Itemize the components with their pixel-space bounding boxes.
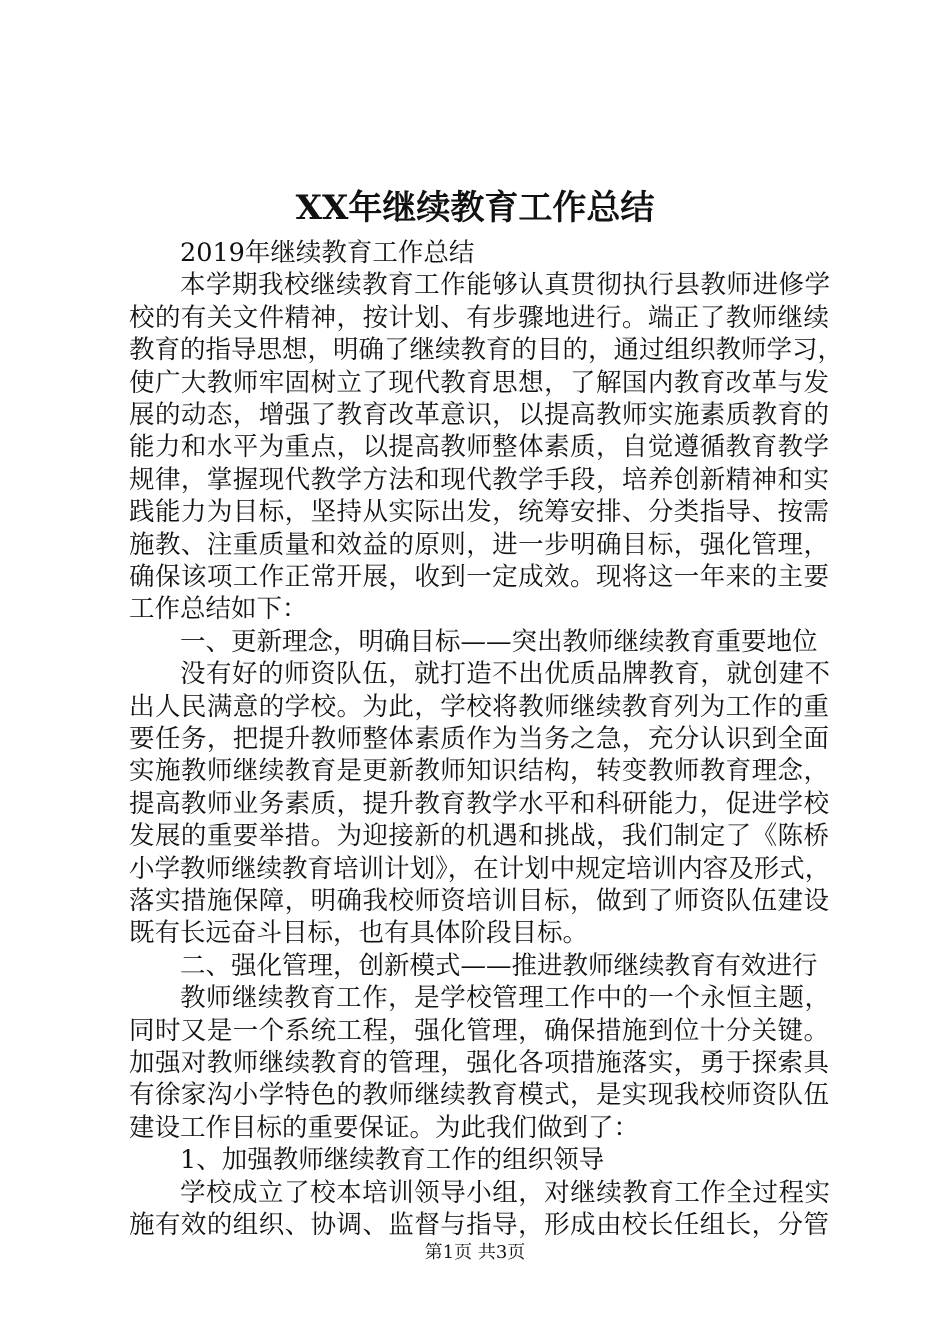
paragraph-line: 提高教师业务素质，提升教育教学水平和科研能力，促进学校 xyxy=(129,788,829,819)
paragraph-line: 教育的指导思想，明确了继续教育的目的，通过组织教师学习， xyxy=(129,335,844,366)
paragraph-line: 施教、注重质量和效益的原则，进一步明确目标，强化管理， xyxy=(129,529,829,560)
paragraph-line: 确保该项工作正常开展，收到一定成效。现将这一年来的主要 xyxy=(129,562,829,592)
paragraph-line: 落实措施保障，明确我校师资培训目标，做到了师资队伍建设 xyxy=(129,886,829,916)
paragraph-line: 本学期我校继续教育工作能够认真贯彻执行县教师进修学 xyxy=(180,270,830,301)
paragraph-line: 能力和水平为重点，以提高教师整体素质，自觉遵循教育教学 xyxy=(129,432,829,463)
paragraph-line: 小学教师继续教育培训计划》，在计划中规定培训内容及形式， xyxy=(129,853,831,884)
paragraph-line: 发展的重要举措。为迎接新的机遇和挑战，我们制定了《陈桥 xyxy=(129,821,829,852)
document-title: XX年继续教育工作总结 xyxy=(295,188,655,228)
paragraph-line: 施有效的组织、协调、监督与指导，形成由校长任组长，分管 xyxy=(129,1210,829,1240)
paragraph-line: 工作总结如下： xyxy=(129,594,308,625)
paragraph-line: 没有好的师资队伍，就打造不出优质品牌教育，就创建不 xyxy=(180,659,830,690)
paragraph-line: 既有长远奋斗目标，也有具体阶段目标。 xyxy=(129,918,589,949)
paragraph-line: 建设工作目标的重要保证。为此我们做到了： xyxy=(129,1112,640,1143)
section-heading: 一、更新理念，明确目标——突出教师继续教育重要地位 xyxy=(180,626,818,657)
paragraph-line: 践能力为目标，坚持从实际出发，统筹安排、分类指导、按需 xyxy=(129,497,829,528)
paragraph-line: 有徐家沟小学特色的教师继续教育模式，是实现我校师资队伍 xyxy=(129,1080,829,1111)
paragraph-line: 校的有关文件精神，按计划、有步骤地进行。端正了教师继续 xyxy=(129,302,829,333)
section-heading: 二、强化管理，创新模式——推进教师继续教育有效进行 xyxy=(180,950,818,981)
paragraph-line: 加强对教师继续教育的管理，强化各项措施落实，勇于探索具 xyxy=(129,1048,829,1078)
paragraph-line: 教师继续教育工作，是学校管理工作中的一个永恒主题， xyxy=(180,983,830,1014)
paragraph-line: 同时又是一个系统工程，强化管理，确保措施到位十分关键。 xyxy=(129,1015,829,1046)
paragraph-line: 实施教师继续教育是更新教师知识结构，转变教师教育理念， xyxy=(129,756,829,787)
subsection-heading: 1、加强教师继续教育工作的组织领导 xyxy=(180,1145,605,1176)
paragraph-line: 要任务，把提升教师整体素质作为当务之急，充分认识到全面 xyxy=(129,724,829,754)
paragraph-line: 规律，掌握现代教学方法和现代教学手段，培养创新精神和实 xyxy=(129,464,829,495)
paragraph-line: 学校成立了校本培训领导小组，对继续教育工作全过程实 xyxy=(180,1177,830,1208)
paragraph-line: 出人民满意的学校。为此，学校将教师继续教育列为工作的重 xyxy=(129,691,829,722)
paragraph-line: 2019年继续教育工作总结 xyxy=(180,238,475,268)
paragraph-line: 使广大教师牢固树立了现代教育思想，了解国内教育改革与发 xyxy=(129,367,829,398)
page-number-footer: 第1页 共3页 xyxy=(424,1242,526,1263)
paragraph-line: 展的动态，增强了教育改革意识，以提高教师实施素质教育的 xyxy=(129,400,829,430)
